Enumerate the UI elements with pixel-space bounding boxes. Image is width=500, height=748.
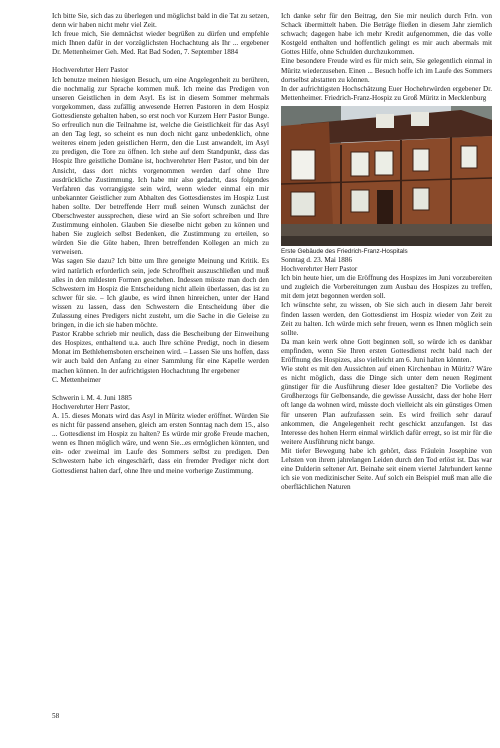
paragraph: Ich wünschte sehr, zu wissen, ob Sie sich auch in diesem Jahr bereit finden lassen werden, den Gottesdienst im Hospiz wieder von Zeit zu Zeit zu halten. Ich würde mich sehr freuen, wenn es Ihnen möglich sein sollte. xyxy=(281,301,492,337)
page-number: 58 xyxy=(52,712,60,720)
paragraph: C. Mettenheimer xyxy=(52,375,101,384)
paragraph: Hochverehrter Herr Pastor, xyxy=(52,402,130,411)
right-column-top xyxy=(281,12,492,103)
paragraph: Hochverehrter Herr Pastor xyxy=(52,66,129,75)
paragraph-gap xyxy=(52,385,269,394)
paragraph: Ich danke sehr für den Beitrag, den Sie mir neulich durch Frln. von Schack übermittelt haben. Die Beträge fließen in diesem Jahr ziemlich schwach; dagegen habe ich mehr Kredit aufgenommen, die das volle Kostgeld enthalten und hoffentlich gelingt es mir auch abermals mit Gottes Hilfe, ohne Schulden durchzukommen. xyxy=(281,12,492,57)
paragraph: Ich benutze meinen hiesigen Besuch, um eine Angelegenheit zu berühren, die nochmalig zur Sprache kommen muß. Ich meine das Predigen von unseren Geistlichen in dem Asyl. Es ist in diesem Sommer mehrmals vorgekommen, dass zufällig anwesende Herren Pastoren in dem Hospiz Gottesdienste gehalten haben, so erst noch vor Kurzem Herr Pastor Bunge. So erfreulich nun die Teilnahme ist, welche die Geistlichkeit für das Asyl an den Tag legt, so scheint es nun doch nicht ganz unbedenklich, ohne weiteres einem jeden geistlichen Herrn, den die Lust anwandelt, im Asyl zu predigen, die Tore zu öffnen. Ich stehe auf dem Standpunkt, dass das Hospiz Ihre geistliche Domäne ist, hochverehrter Herr Pastor, und bin der Ansicht, dass dort nichts vorgenommen werden darf ohne Ihre ausdrückliche Zustimmung. Ich habe mir also gedacht, dass folgendes Verfahren das vorrangigste sein wird, wenn wieder einmal ein mir unbekannter Geistlicher zum Abhalten des Gottesdienstes im Hospiz Lust haben sollte. Der betreffende Herr muß seinen Wunsch zunächst der Oberschwester aussprechen, diese wird an Sie sofort schreiben und Ihre Zustimmung einholen. Glauben Sie dieselbe nicht geben zu können und haben Sie zugleich selbst Bedenken, die Zustimmung zu erteilen, so würden Sie die Güte haben, Ihren betreffenden Kollegen an mich zu verweisen. xyxy=(52,75,269,257)
paragraph: Eine besondere Freude wird es für mich sein, Sie gelegentlich einmal in Müritz wiederzusehen. Einen ... Besuch hoffe ich im Laufe des Sommers dortselbst abstatten zu können. xyxy=(281,57,492,84)
paragraph: Ich bin heute hier, um die Eröffnung des Hospizes im Juni vorzubereiten und zugleich die Vorbereitungen zum Ausbau des Hospizes zu treffen, mit dem jetzt begonnen werden soll. xyxy=(281,274,492,301)
paragraph: Wie steht es mit den Aussichten auf einen Kirchenbau in Müritz? Wäre es nicht möglich, dass die Dinge sich unter dem neuen Regiment günstiger für die Ausführung dieser Idee gestalten? Die Vorliebe des Großherzogs für Gelbensande, die gewisse Aussicht, dass der hohe Herr oft lange da wohnen wird, müsste doch vielleicht als ein günstiges Omen für unseren Plan aufzufassen sein. Es wird freilich sehr darauf ankommen, die Angelegenheit recht geschickt anzufangen. Ist das Interesse des hohen Herrn einmal wirklich dafür erregt, so ist mir für die weitere Ausführung nicht bange. xyxy=(281,365,492,446)
paragraph: In der aufrichtigsten Hochschätzung Euer Hochehrwürden ergebener Dr. Mettenheimer. Friedrich-Franz-Hospiz zu Groß Müritz in Mecklenburg xyxy=(281,84,492,102)
photo-caption: Erste Gebäude des Friedrich-Franz-Hospitals xyxy=(281,247,408,255)
paragraph: Pastor Krabbe schrieb mir neulich, dass die Bescheibung der Einweihung des Hospizes, enthaltend u.a. auch Ihre schöne Predigt, noch in diesem Monat im Bethlehemsboten erscheinen wird. – Lassen Sie uns hoffen, dass wir auch bald den Anfang zu einer Sammlung für eine Kapelle werden machen können. In der aufrichtigsten Hochachtung Ihr ergebener xyxy=(52,330,269,375)
right-column xyxy=(281,12,492,492)
paragraph: Sonntag d. 23. Mai 1886 xyxy=(281,255,353,264)
right-column-bottom xyxy=(281,256,492,492)
paragraph: Ich freue mich, Sie demnächst wieder begrüßen zu dürfen und empfehle mich Ihnen dafür in der vorzüglichsten Hochachtung als Ihr ... ergebener Dr. Mettenheimer Geh. Med. Rat Bad Soden, 7. September 1884 xyxy=(52,30,269,57)
paragraph: Ich bitte Sie, sich das zu überlegen und möglichst bald in die Tat zu setzen, denn wir haben nicht mehr viel Zeit. xyxy=(52,12,269,30)
left-column xyxy=(52,12,269,476)
paragraph: Mit tiefer Bewegung habe ich gehört, dass Fräulein Josephine von Lehsten von ihrem jahrelangen Leiden durch den Tod erlöst ist. Das war eine Dulderin seltener Art. Beinahe seit einem viertel Jahrhundert kenne ich sie von medizinischer Seite. Auf solch ein Beispiel muß man alle die oberflächlichen Naturen xyxy=(281,446,492,492)
paragraph: A. 15. dieses Monats wird das Asyl in Müritz wieder eröffnet. Würden Sie es nicht für passend ansehen, gleich am ersten Sonntag nach dem 15., also ... Gottesdienst im Hospiz zu halten? Es würde mir große Freude machen, wenn es Ihnen möglich wäre, und wenn Sie...es ermöglichen könnten, und ein- oder zweimal im Laufe des Sommers selbst zu predigen. Den Schwestern habe ich eingeschärft, dass ein fremder Prediger nicht dort Gottesdienst halten darf, ohne Ihre und meine vorherige Zustimmung. xyxy=(52,411,269,475)
paragraph-gap xyxy=(52,57,269,66)
paragraph: Hochverehrter Herr Pastor xyxy=(281,265,358,274)
paragraph: Da man kein werk ohne Gott beginnen soll, so würde ich es dankbar empfinden, wenn Sie Ihren ersten Gottesdienst recht bald nach der Eröffnung des Hospizes, also vielleicht am 6. Juni halten könnten. xyxy=(281,337,492,364)
paragraph: Schwerin i. M. 4. Juni 1885 xyxy=(52,393,132,402)
hospital-photo xyxy=(281,106,492,246)
paragraph: Was sagen Sie dazu? Ich bitte um Ihre geneigte Meinung und Kritik. Es wird natürlich erforderlich sein, jede Schroffheit auszuschließen und muß alles in den mildesten Formen geschehen. Indessen müsste man doch den Schwestern im Hospiz die Entscheidung nicht allein überlassen, das ist zu schwer für sie. – Ich glaube, es wird ihnen hinreichen, unter der Hand wissen zu lassen, dass den Schwestern die Entscheidung über die Zulassung eines Predigers nicht zusteht, um die Sache in die Geleise zu bringen, in die ich sie haben möchte. xyxy=(52,257,269,330)
